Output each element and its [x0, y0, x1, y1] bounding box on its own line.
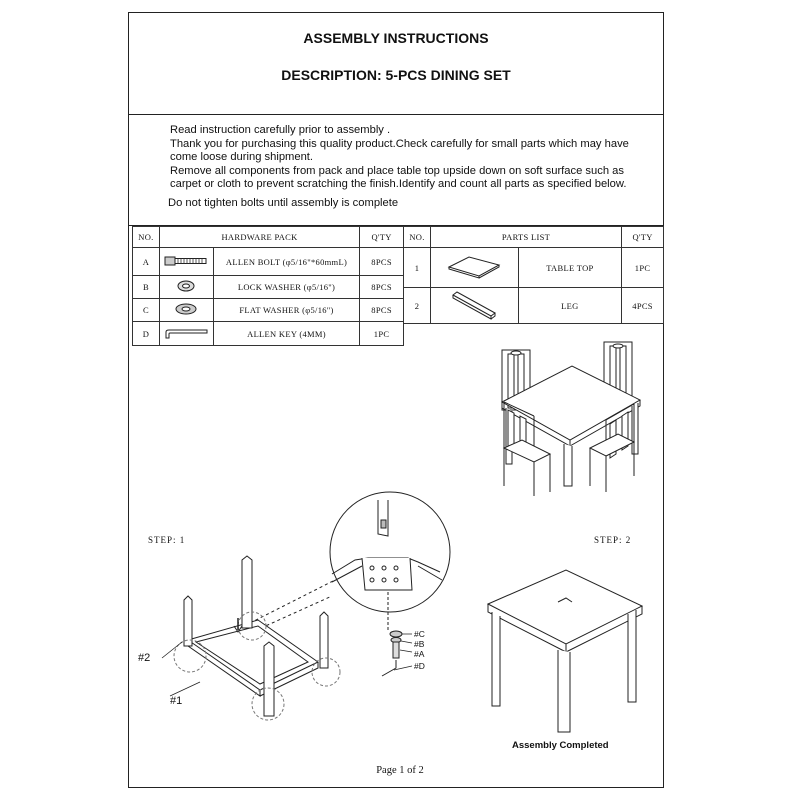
- header-divider: [128, 114, 664, 115]
- allen-bolt-icon: [159, 248, 213, 276]
- dining-set-illustration: [494, 336, 644, 496]
- part-2-callout: #2: [138, 652, 151, 664]
- table-row: [133, 248, 404, 276]
- hardware-d-callout: #D: [414, 661, 425, 671]
- intro-line: Thank you for purchasing this quality product.Check carefully for small parts which may have come loose during shipment.: [170, 137, 629, 163]
- part-name: LEG: [518, 288, 621, 324]
- col-header: Q'TY: [622, 227, 664, 248]
- part-1-callout: #1: [170, 695, 183, 707]
- table-row: [133, 322, 404, 346]
- intro-line: Read instruction carefully prior to assembly .: [170, 124, 391, 136]
- document-description: DESCRIPTION: 5-PCS DINING SET: [281, 67, 511, 83]
- row-no: A: [133, 248, 160, 276]
- step-2-label: STEP: 2: [594, 535, 632, 545]
- col-header: NO.: [133, 227, 160, 248]
- step-1-illustration: [140, 500, 450, 730]
- hardware-header-row: [133, 227, 404, 248]
- document-title: ASSEMBLY INSTRUCTIONS: [303, 30, 489, 46]
- lock-washer-icon: [159, 276, 213, 299]
- intro-text: [170, 124, 650, 192]
- row-no: C: [133, 299, 160, 322]
- row-no: 1: [404, 248, 431, 288]
- step-1-label: STEP: 1: [148, 535, 186, 545]
- part-qty: 4PCS: [622, 288, 664, 324]
- parts-header-row: [404, 227, 664, 248]
- parts-table: [403, 226, 664, 324]
- step-2-illustration: [486, 566, 646, 738]
- tighten-note: Do not tighten bolts until assembly is complete: [168, 197, 399, 209]
- intro-line: Remove all components from pack and place table top upside down on soft surface such as carpet or cloth to prevent scratching the finish.Identify and count all parts as specified below.: [170, 164, 627, 190]
- part-name: LOCK WASHER (φ5/16"): [213, 276, 359, 299]
- hardware-b-callout: #B: [414, 639, 425, 649]
- page-number: Page 1 of 2: [376, 765, 424, 776]
- table-row: [404, 288, 664, 324]
- part-name: TABLE TOP: [518, 248, 621, 288]
- part-name: ALLEN KEY (4MM): [213, 322, 359, 346]
- part-qty: 1PC: [622, 248, 664, 288]
- col-header: NO.: [404, 227, 431, 248]
- row-no: B: [133, 276, 160, 299]
- row-no: 2: [404, 288, 431, 324]
- col-header: HARDWARE PACK: [159, 227, 359, 248]
- part-qty: 1PC: [360, 322, 404, 346]
- hardware-table: [132, 226, 404, 346]
- table-row: [133, 276, 404, 299]
- part-qty: 8PCS: [360, 299, 404, 322]
- hardware-c-callout: #C: [414, 629, 425, 639]
- part-qty: 8PCS: [360, 276, 404, 299]
- hardware-a-callout: #A: [414, 649, 425, 659]
- part-name: FLAT WASHER (φ5/16"): [213, 299, 359, 322]
- part-name: ALLEN BOLT (φ5/16"*60mmL): [213, 248, 359, 276]
- col-header: PARTS LIST: [430, 227, 621, 248]
- table-top-icon: [430, 248, 518, 288]
- allen-key-icon: [159, 322, 213, 346]
- table-row: [404, 248, 664, 288]
- part-qty: 8PCS: [360, 248, 404, 276]
- leg-icon: [430, 288, 518, 324]
- table-row: [133, 299, 404, 322]
- flat-washer-icon: [159, 299, 213, 322]
- col-header: Q'TY: [360, 227, 404, 248]
- row-no: D: [133, 322, 160, 346]
- assembly-completed-label: Assembly Completed: [512, 740, 609, 751]
